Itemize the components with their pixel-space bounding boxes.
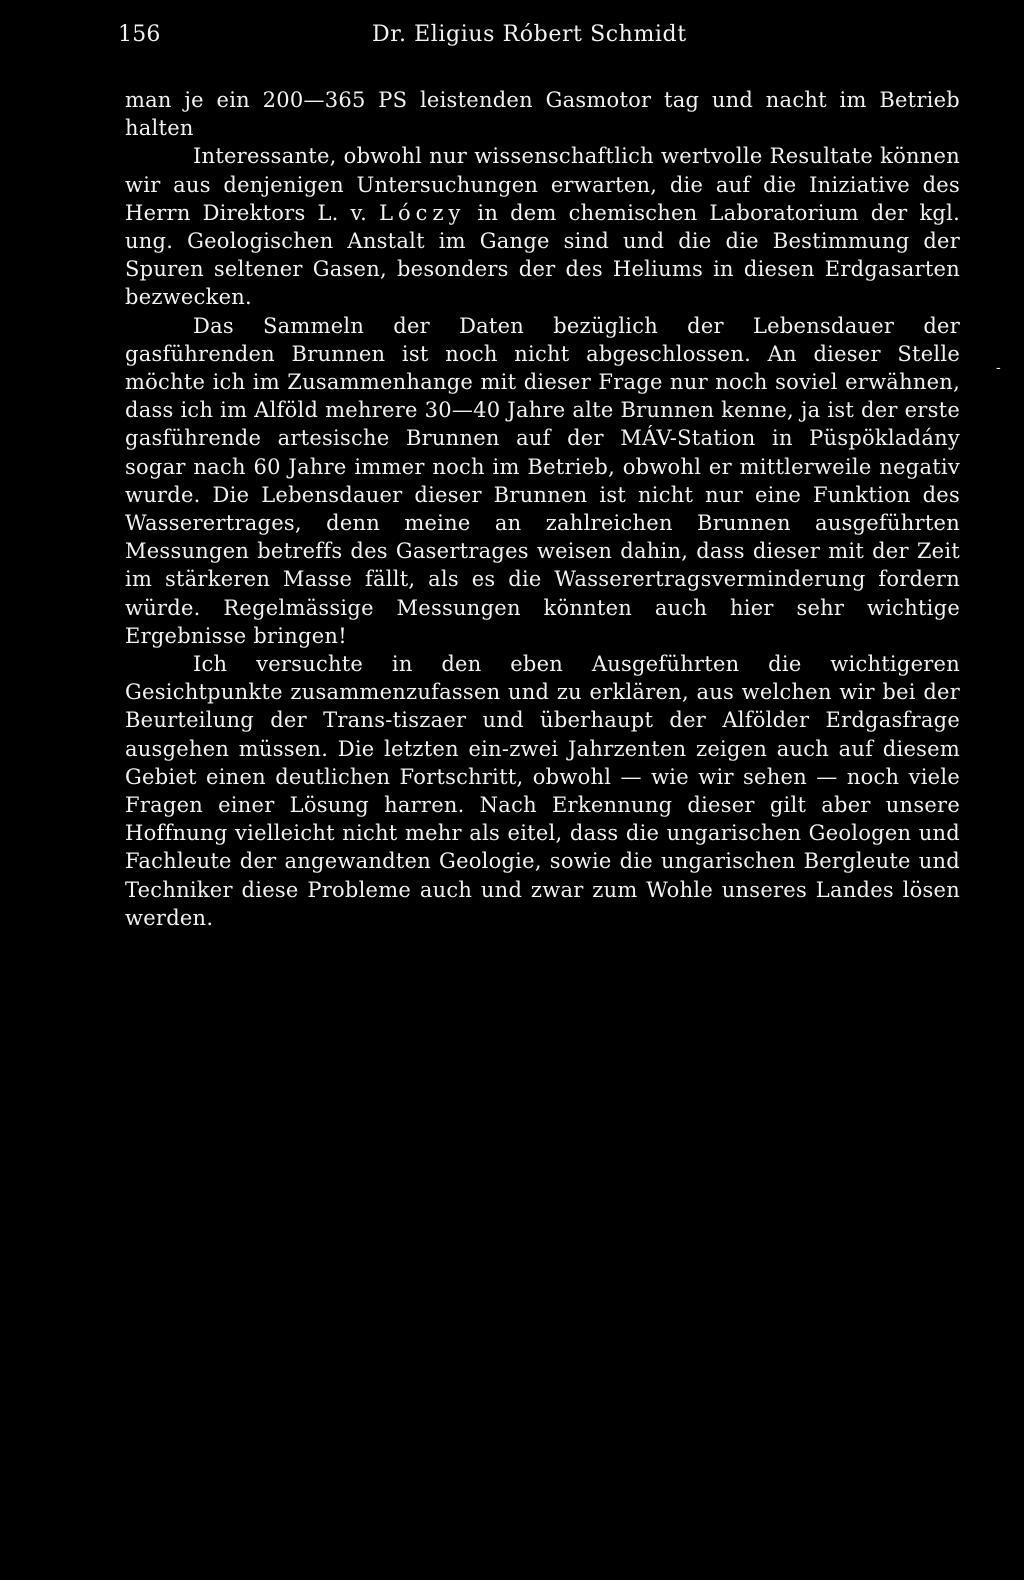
paragraph-2-part-2: in dem chemischen Laboratorium der kgl. ung. Geologischen Anstalt im Gange sind und die die Bestimmung der Spuren seltener Gasen, besonders der des Heliums in diesen Erdgasarten bezwecken. xyxy=(125,200,961,310)
page-header xyxy=(0,22,1024,54)
running-head: Dr. Eligius Róbert Schmidt xyxy=(372,22,687,47)
margin-mark: - xyxy=(996,360,1001,376)
paragraph-1: man je ein 200—365 PS leistenden Gasmotor tag und nacht im Betrieb halten xyxy=(125,88,960,141)
author-name-loczy: Lóczy xyxy=(379,200,466,225)
paragraph-2 xyxy=(125,142,960,311)
paragraph-2-part-1: Interessante, obwohl nur wissenschaftlich wertvolle Resultate können wir aus denjenigen Untersuchungen erwarten, die auf die Iniziative des Herrn Direktors L. v. xyxy=(125,144,960,225)
body-text xyxy=(125,86,960,932)
paragraph-4: Ich versuchte in den eben Ausgeführten die wichtigeren Gesichtpunkte zusammenzufassen und zu erklären, aus welchen wir bei der Beurteilung der Trans-tiszaer und überhaupt der Alfölder Erdgasfrage ausgehen müssen. Die letzten ein-zwei Jahrzenten zeigen auch auf diesem Gebiet einen deutlichen Fortschritt, obwohl — wie wir sehen — noch viele Fragen einer Lösung harren. Nach Erkennung dieser gilt aber unsere Hoffnung vielleicht nicht mehr als eitel, dass die ungarischen Geologen und Fachleute der angewandten Geologie, sowie die ungarischen Bergleute und Techniker diese Probleme auch und zwar zum Wohle unseres Landes lösen werden. xyxy=(125,652,960,930)
page-number: 156 xyxy=(118,22,161,47)
paragraph-3: Das Sammeln der Daten bezüglich der Lebensdauer der gasführenden Brunnen ist noch nicht abgeschlossen. An dieser Stelle möchte ich im Zusammenhange mit dieser Frage nur noch soviel erwähnen, dass ich im Alföld mehrere 30—40 Jahre alte Brunnen kenne, ja ist der erste gasführende artesische Brunnen auf der MÁV-Station in Püspökladány sogar nach 60 Jahre immer noch im Betrieb, obwohl er mittlerweile negativ wurde. Die Lebensdauer dieser Brunnen ist nicht nur eine Funktion des Wasserertrages, denn meine an zahlreichen Brunnen ausgeführten Messungen betreffs des Gasertrages weisen dahin, dass dieser mit der Zeit im stärkeren Masse fällt, als es die Wasserertragsverminderung fordern würde. Regelmässige Messungen könnten auch hier sehr wichtige Ergebnisse bringen! xyxy=(125,313,960,648)
